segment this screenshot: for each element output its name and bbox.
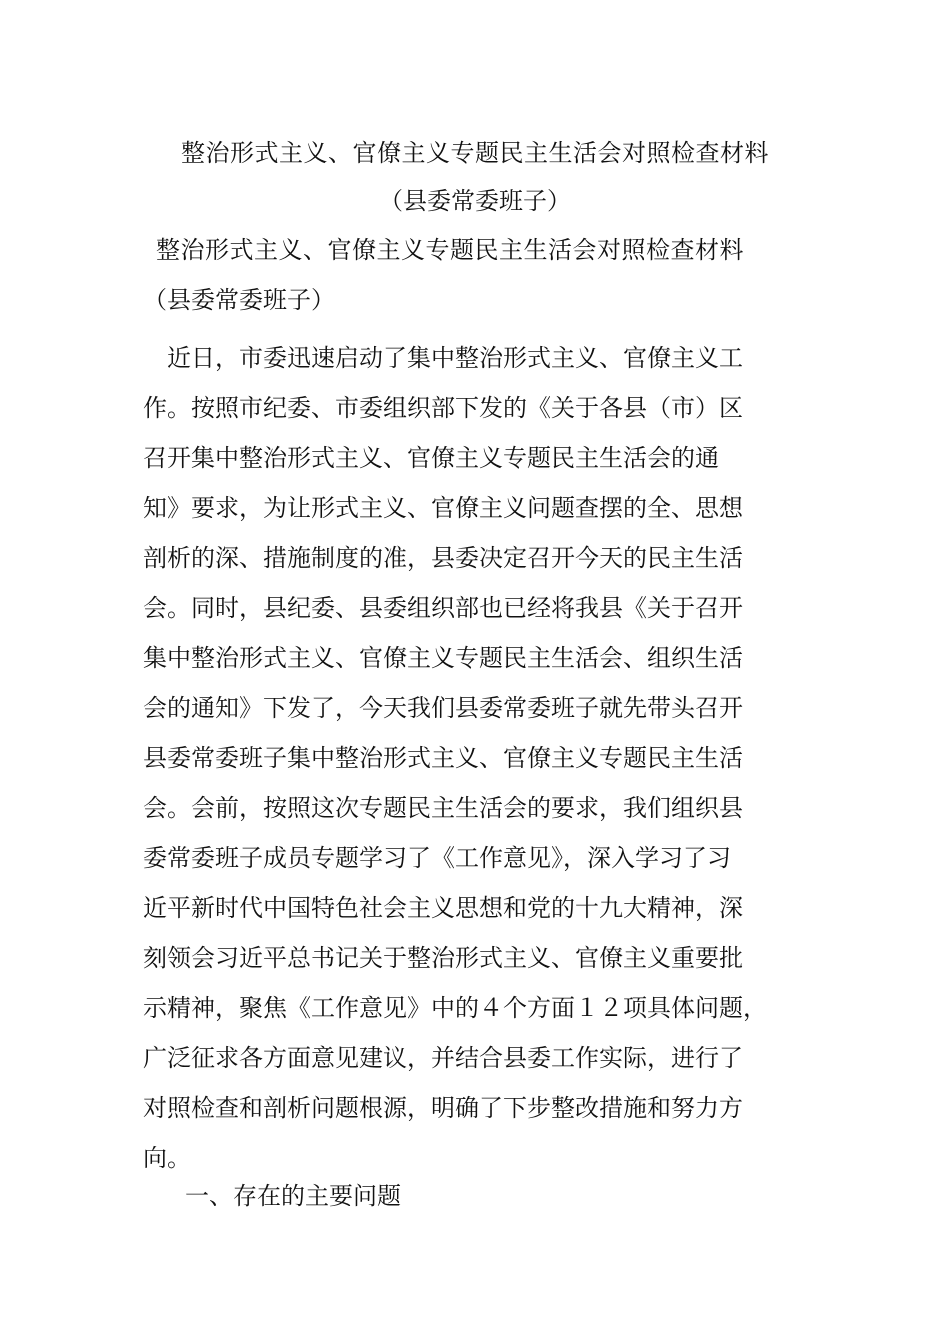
paragraph-line: 集中整治形式主义、官僚主义专题民主生活会、组织生活 (143, 644, 743, 672)
paragraph-line: 会。会前，按照这次专题民主生活会的要求，我们组织县 (143, 794, 743, 822)
paragraph-line: 广泛征求各方面意见建议，并结合县委工作实际，进行了 (143, 1044, 743, 1072)
section-heading: 一、存在的主要问题 (185, 1182, 401, 1210)
paragraph-line: 召开集中整治形式主义、官僚主义专题民主生活会的通 (143, 444, 719, 472)
paragraph-line: 知》要求，为让形式主义、官僚主义问题查摆的全、思想 (143, 494, 743, 522)
paragraph-line: 示精神，聚焦《工作意见》中的４个方面１２项具体问题， (143, 994, 767, 1022)
paragraph-line: 刻领会习近平总书记关于整治形式主义、官僚主义重要批 (143, 944, 743, 972)
document-title: 整治形式主义、官僚主义专题民主生活会对照检查材料 (181, 139, 769, 167)
paragraph-line: 委常委班子成员专题学习了《工作意见》，深入学习了习 (143, 844, 731, 872)
paragraph-line: 县委常委班子集中整治形式主义、官僚主义专题民主生活 (143, 744, 743, 772)
paragraph-line: 向。 (143, 1144, 191, 1172)
paragraph-line: 作。按照市纪委、市委组织部下发的《关于各县（市）区 (143, 394, 743, 422)
paragraph-line: 近平新时代中国特色社会主义思想和党的十九大精神，深 (143, 894, 743, 922)
paragraph-line: 剖析的深、措施制度的准，县委决定召开今天的民主生活 (143, 544, 743, 572)
document-title-repeat: 整治形式主义、官僚主义专题民主生活会对照检查材料 (156, 236, 744, 264)
paragraph-line: 会。同时，县纪委、县委组织部也已经将我县《关于召开 (143, 594, 743, 622)
paragraph-line: 会的通知》下发了，今天我们县委常委班子就先带头召开 (143, 694, 743, 722)
body-paragraph (143, 333, 807, 1183)
paragraph-line: 对照检查和剖析问题根源，明确了下步整改措施和努力方 (143, 1094, 743, 1122)
document-subtitle-repeat: （县委常委班子） (143, 286, 335, 314)
document-subtitle: （县委常委班子） (379, 187, 571, 215)
paragraph-line: 近日，市委迅速启动了集中整治形式主义、官僚主义工 (143, 344, 743, 372)
